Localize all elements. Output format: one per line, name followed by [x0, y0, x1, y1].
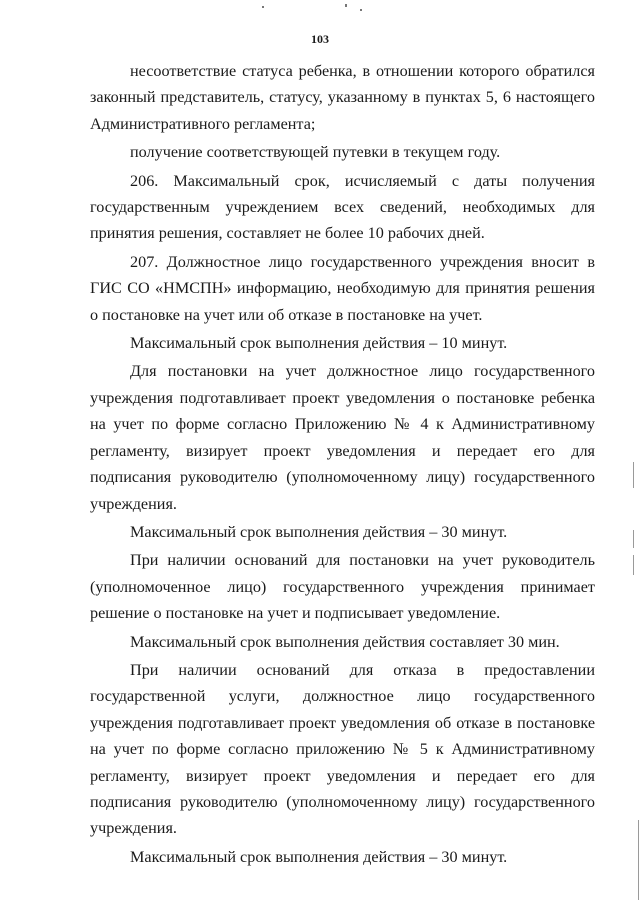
scan-speck [262, 6, 264, 8]
paragraph: Максимальный срок выполнения действия – 10 минут. [130, 334, 508, 353]
paragraph: Максимальный срок выполнения действия – 30 минут. [130, 847, 508, 866]
paragraph: несоответствие статуса ребенка, в отношении которого обратился законный представитель, статусу, указанному в пунктах 5, 6 настоящего Административного регламента; [90, 62, 595, 133]
scan-edge-line [638, 820, 639, 900]
scan-speck [345, 4, 347, 7]
scan-edge-line [633, 555, 634, 575]
scan-edge-line [633, 530, 634, 548]
paragraph: Максимальный срок выполнения действия составляет 30 мин. [130, 632, 560, 651]
document-body [90, 58, 595, 870]
paragraph: Максимальный срок выполнения действия – 30 минут. [130, 522, 508, 541]
paragraph: 207. Должностное лицо государственного учреждения вносит в ГИС СО «НМСПН» информацию, необходимую для принятия решения о постановке на учет или об отказе в постановке на учет. [90, 252, 595, 324]
paragraph: При наличии оснований для отказа в предоставлении государственной услуги, должностное лицо государственного учреждения подготавливает проект уведомления об отказе в постановке на учет по форме согласно приложению № 5 к Административному регламенту, визирует проект уведомления и передает его для подписания руководителю (уполномоченному лицу) государственного учреждения. [90, 660, 595, 838]
paragraph: получение соответствующей путевки в текущем году. [130, 143, 501, 162]
page-number: 103 [311, 32, 329, 46]
scan-edge-line [633, 462, 634, 488]
paragraph: Для постановки на учет должностное лицо государственного учреждения подготавливает проект уведомления о постановке ребенка на учет по форме согласно Приложению № 4 к Административному регламенту, визирует проект уведомления и передает его для подписания руководителю (уполномоченному лицу) государственного учреждения. [90, 362, 595, 513]
paragraph: При наличии оснований для постановки на учет руководитель (уполномоченное лицо) государственного учреждения принимает решение о постановке на учет и подписывает уведомление. [90, 551, 595, 623]
scan-speck [360, 9, 362, 11]
paragraph: 206. Максимальный срок, исчисляемый с даты получения государственным учреждением всех сведений, необходимых для принятия решения, составляет не более 10 рабочих дней. [90, 171, 595, 243]
